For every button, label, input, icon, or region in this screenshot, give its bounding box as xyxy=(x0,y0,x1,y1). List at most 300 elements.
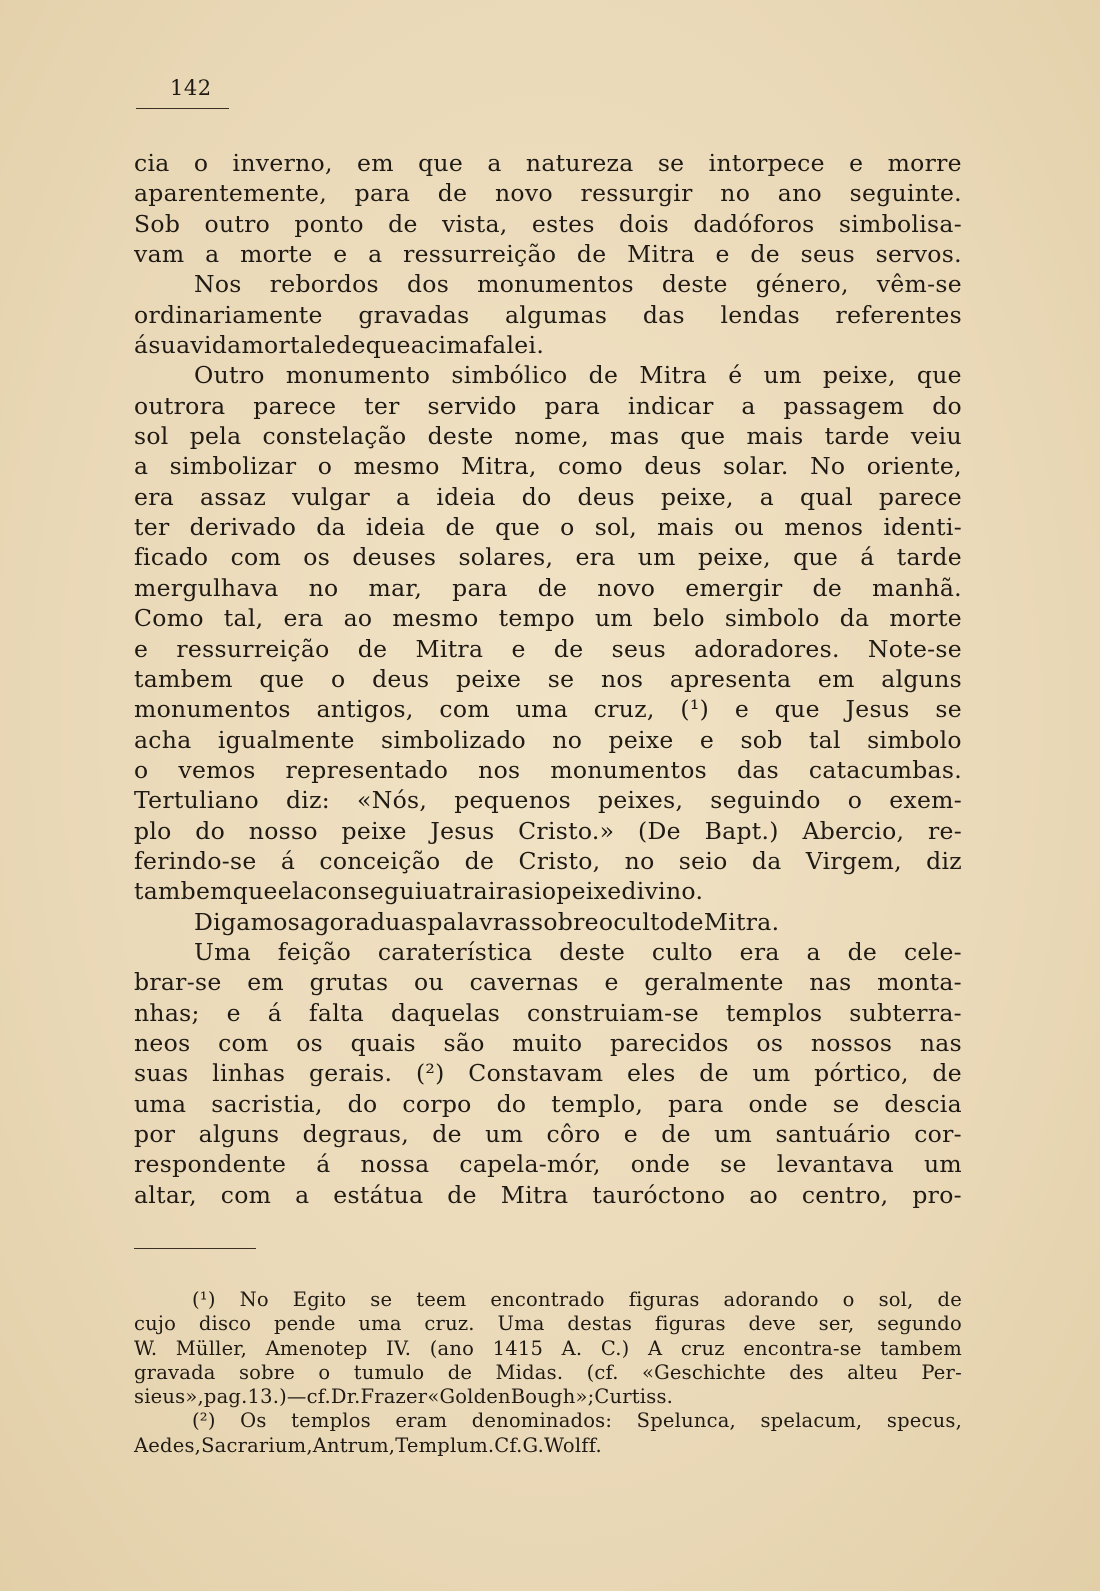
word: com xyxy=(439,695,490,724)
word: de xyxy=(932,1059,962,1088)
word: passagem xyxy=(783,391,905,420)
word: mar, xyxy=(368,573,423,602)
word: que xyxy=(774,695,820,724)
word: era xyxy=(283,604,324,633)
word: no xyxy=(308,573,339,602)
footnote-line xyxy=(134,1409,962,1433)
word: identi- xyxy=(883,513,962,542)
word: figuras xyxy=(654,1312,726,1336)
word: uma xyxy=(134,1089,187,1118)
word: divino. xyxy=(621,877,704,906)
word: sol, xyxy=(878,1288,914,1311)
word: Digamos xyxy=(194,907,301,936)
text-line xyxy=(134,300,962,330)
word: Constavam xyxy=(468,1059,604,1088)
word: para xyxy=(452,573,508,602)
word: simbolizado xyxy=(381,725,526,754)
text-line xyxy=(134,785,962,815)
word: simbolizar xyxy=(169,452,297,481)
text-line xyxy=(134,209,962,239)
word: que xyxy=(916,361,962,390)
word: tambem xyxy=(880,1336,962,1360)
word: e xyxy=(715,240,730,269)
word: e xyxy=(604,968,619,997)
word: o xyxy=(193,149,209,177)
word: nas xyxy=(809,968,852,997)
word: ao xyxy=(343,604,373,633)
word: quais xyxy=(350,1028,416,1057)
word: uma xyxy=(515,695,569,724)
word: peixe xyxy=(341,816,407,845)
word: ter xyxy=(134,513,170,542)
word: pequenos xyxy=(454,786,571,815)
word: parece xyxy=(878,482,962,511)
word: tempo xyxy=(498,604,575,633)
word: peixe, xyxy=(660,482,734,511)
word: A. xyxy=(561,1336,583,1360)
word: G. xyxy=(522,1433,545,1457)
word: teem xyxy=(416,1288,467,1311)
text-line xyxy=(134,148,962,178)
word: ferindo-se xyxy=(134,846,257,875)
word: do xyxy=(195,816,226,845)
word: sob xyxy=(740,725,783,754)
word: pela xyxy=(189,422,242,451)
word: specus, xyxy=(886,1409,962,1433)
word: 13.) xyxy=(247,1385,287,1409)
word: Sob xyxy=(134,209,181,238)
word: gerais. xyxy=(308,1059,393,1088)
word: se xyxy=(720,1150,747,1179)
word: para xyxy=(354,179,411,208)
word: que xyxy=(232,877,278,906)
text-line xyxy=(134,421,962,451)
word: monumentos xyxy=(134,695,291,724)
word: adorando xyxy=(723,1288,819,1311)
word: mergulhava xyxy=(134,573,279,602)
word: cruz, xyxy=(593,695,655,724)
word: o xyxy=(560,513,575,542)
word: manhã. xyxy=(872,573,962,602)
word: se xyxy=(657,149,685,177)
word: morte xyxy=(889,604,962,633)
word: se xyxy=(370,1288,393,1311)
word: da xyxy=(839,604,870,633)
word: um xyxy=(752,1059,791,1088)
word: encontra-se xyxy=(743,1336,862,1360)
word: Per- xyxy=(921,1360,962,1384)
word: parecidos xyxy=(609,1028,729,1057)
word: uma xyxy=(358,1312,402,1336)
word: W. xyxy=(134,1336,158,1360)
word: novo xyxy=(494,179,553,208)
word: do xyxy=(521,482,552,511)
word: deus xyxy=(372,664,430,693)
text-line xyxy=(134,360,962,390)
word: de xyxy=(336,331,366,360)
text-line xyxy=(134,755,962,785)
word: alguns xyxy=(881,664,962,693)
word: peixe, xyxy=(822,361,896,390)
word: de xyxy=(464,846,495,875)
word: se xyxy=(547,664,575,693)
word: onde xyxy=(630,1150,691,1179)
word: ressurreição xyxy=(176,634,330,663)
word: gravada xyxy=(134,1360,216,1384)
word: No xyxy=(810,452,846,481)
word: Spelunca, xyxy=(636,1409,736,1433)
word: mortal xyxy=(241,331,322,360)
word: um xyxy=(714,1120,753,1148)
word: deuses xyxy=(352,543,437,572)
text-line xyxy=(134,816,962,846)
word: A xyxy=(647,1336,663,1360)
word: de xyxy=(553,634,584,663)
word: e xyxy=(734,695,750,724)
word: outro xyxy=(204,209,271,238)
word: no xyxy=(720,179,751,208)
text-line xyxy=(134,451,962,481)
word: templos xyxy=(725,998,823,1027)
word: ideia xyxy=(365,513,426,542)
word: das xyxy=(642,300,685,329)
word: intorpece xyxy=(708,149,825,177)
word: cavernas xyxy=(469,968,579,997)
word: mas xyxy=(610,422,660,451)
word: e xyxy=(333,240,348,269)
word: parece xyxy=(253,391,337,420)
word: assaz xyxy=(200,482,267,511)
word: constelação xyxy=(262,422,407,451)
word: si xyxy=(521,877,542,906)
word: tambem xyxy=(134,877,233,906)
word: peixe xyxy=(556,877,622,906)
word: á xyxy=(280,846,296,875)
word: pag. xyxy=(203,1385,248,1409)
footnote-line xyxy=(134,1312,962,1336)
word: estátua xyxy=(333,1180,424,1209)
body-text xyxy=(134,148,962,1210)
word: seus xyxy=(611,634,666,663)
word: falei. xyxy=(483,331,545,360)
word: nhas; xyxy=(134,998,200,1027)
word: Dr. xyxy=(330,1385,361,1409)
word: degraus, xyxy=(302,1120,409,1148)
word: com xyxy=(218,1028,269,1057)
text-line xyxy=(134,725,962,755)
word: rebordos xyxy=(269,270,379,299)
word: dos xyxy=(406,270,450,299)
word: No xyxy=(239,1288,269,1311)
word: ter xyxy=(364,391,400,420)
word: centro, xyxy=(801,1180,889,1209)
word: antigos, xyxy=(316,695,414,724)
word: um xyxy=(485,1120,524,1148)
word: sieus», xyxy=(134,1385,204,1409)
word: seguindo xyxy=(710,786,821,815)
word: e xyxy=(849,149,864,177)
word: daquelas xyxy=(390,998,501,1027)
word: «Golden xyxy=(427,1385,511,1409)
word: agora xyxy=(300,907,370,936)
word: alguns xyxy=(198,1120,280,1148)
word: que xyxy=(495,513,541,542)
word: Mitra xyxy=(639,361,708,390)
text-line xyxy=(134,1180,962,1210)
word: exem- xyxy=(889,786,962,815)
word: Cf. xyxy=(494,1433,523,1457)
word: dois xyxy=(619,209,670,238)
word: geralmente xyxy=(644,968,784,997)
text-line xyxy=(134,937,962,967)
text-line xyxy=(134,664,962,694)
word: que xyxy=(365,331,411,360)
word: nas xyxy=(919,1028,962,1057)
text-line xyxy=(134,330,962,360)
word: mesmo xyxy=(353,452,440,481)
word: e xyxy=(511,634,526,663)
word: deve xyxy=(748,1312,796,1336)
word: subterra- xyxy=(849,998,962,1027)
word: peixe xyxy=(608,725,674,754)
word: ponto xyxy=(294,209,364,238)
word: eles xyxy=(627,1059,676,1088)
word: do xyxy=(932,391,962,420)
word: monta- xyxy=(877,968,962,997)
word: segundo xyxy=(877,1312,962,1336)
word: Frazer xyxy=(360,1385,428,1409)
word: a xyxy=(741,391,756,420)
footnote-rule xyxy=(134,1248,256,1249)
word: referentes xyxy=(835,300,962,329)
word: santuário xyxy=(775,1120,891,1148)
word: capela-mór, xyxy=(459,1150,601,1179)
word: simbolisa- xyxy=(838,209,962,238)
word: Templum. xyxy=(395,1433,495,1457)
word: levantava xyxy=(776,1150,894,1179)
word: Virgem, xyxy=(805,846,902,875)
text-line xyxy=(134,603,962,633)
word: cujo xyxy=(134,1312,177,1336)
text-line xyxy=(134,482,962,512)
word: Wolff. xyxy=(544,1433,602,1457)
word: nos xyxy=(478,755,521,784)
word: (¹) xyxy=(192,1288,216,1311)
text-line xyxy=(134,907,962,937)
word: vemos xyxy=(178,755,256,784)
word: tambem xyxy=(134,664,233,693)
word: e xyxy=(226,998,241,1027)
word: ela xyxy=(277,877,315,906)
footnote-line xyxy=(134,1288,962,1312)
word: Outro xyxy=(194,361,265,390)
word: de xyxy=(388,209,418,238)
word: templos xyxy=(291,1409,371,1433)
word: de xyxy=(674,907,704,936)
word: de xyxy=(432,1120,462,1148)
word: pórtico, xyxy=(814,1059,909,1088)
word: IV. xyxy=(386,1336,412,1360)
word: Tertuliano xyxy=(134,786,259,815)
word: tauróctono xyxy=(592,1180,726,1209)
word: se xyxy=(832,1089,860,1118)
word: novo xyxy=(597,573,656,602)
word: conseguiu xyxy=(314,877,439,906)
text-line xyxy=(134,876,962,906)
word: a xyxy=(759,482,775,511)
word: aparentemente, xyxy=(134,179,328,208)
word: no xyxy=(552,725,583,754)
word: pro- xyxy=(912,1180,962,1209)
word: deste xyxy=(661,270,728,299)
word: atrair xyxy=(438,877,508,906)
word: construiam-se xyxy=(527,998,699,1027)
word: ano xyxy=(777,179,822,208)
word: ressurgir xyxy=(580,179,693,208)
word: (²) xyxy=(192,1409,216,1433)
word: vêm-se xyxy=(876,270,962,299)
word: nossa xyxy=(360,1150,430,1179)
word: altar, xyxy=(134,1180,197,1209)
word: alteu xyxy=(847,1360,898,1384)
word: do xyxy=(347,1089,378,1118)
word: os xyxy=(756,1028,784,1057)
word: mesmo xyxy=(392,604,479,633)
word: era xyxy=(134,482,175,511)
word: acha xyxy=(134,725,192,754)
word: nos xyxy=(600,664,644,693)
word: simbolo xyxy=(724,604,820,633)
word: peixe xyxy=(456,664,522,693)
word: figuras xyxy=(628,1288,700,1311)
word: spelacum, xyxy=(760,1409,863,1433)
word: de xyxy=(576,240,607,269)
word: o xyxy=(598,907,614,936)
footnote-line xyxy=(134,1361,962,1385)
word: vam xyxy=(134,240,185,269)
word: de xyxy=(661,1120,691,1148)
footnotes xyxy=(134,1288,962,1458)
word: para xyxy=(544,391,601,420)
word: de xyxy=(588,361,619,390)
word: um xyxy=(637,543,676,572)
footnote-line xyxy=(134,1434,962,1458)
word: (¹) xyxy=(680,695,710,724)
word: Cristo.» xyxy=(518,816,615,845)
word: a xyxy=(205,240,220,269)
word: Egito xyxy=(292,1288,347,1311)
text-line xyxy=(134,634,962,664)
word: cruz xyxy=(680,1336,725,1360)
word: natureza xyxy=(525,149,634,177)
text-line xyxy=(134,998,962,1028)
text-line xyxy=(134,1149,962,1179)
word: vida xyxy=(190,331,242,360)
word: cf. xyxy=(306,1385,331,1409)
word: culto xyxy=(651,937,713,966)
word: a xyxy=(134,452,149,481)
word: Aedes, xyxy=(134,1433,202,1457)
word: 1415 xyxy=(492,1336,544,1360)
text-line xyxy=(134,967,962,997)
word: da xyxy=(316,513,346,542)
word: o xyxy=(331,664,346,693)
word: suas xyxy=(134,1059,189,1088)
word: o xyxy=(842,1288,855,1311)
word: que xyxy=(259,664,305,693)
word: diz xyxy=(926,846,962,875)
footnote-line xyxy=(134,1385,962,1409)
word: sol, xyxy=(594,513,638,542)
word: de xyxy=(437,179,468,208)
text-line xyxy=(134,512,962,542)
word: em xyxy=(357,149,394,177)
word: plo xyxy=(134,816,172,845)
word: seio xyxy=(678,846,728,875)
word: respondente xyxy=(134,1150,287,1179)
word: servos. xyxy=(875,240,962,269)
word: simbólico xyxy=(451,361,568,390)
word: indicar xyxy=(627,391,714,420)
text-line xyxy=(134,573,962,603)
word: peixe, xyxy=(697,543,771,572)
word: nossos xyxy=(810,1028,893,1057)
word: ressurreição xyxy=(403,240,557,269)
word: nome, xyxy=(514,422,589,451)
word: re- xyxy=(928,816,962,845)
word: o xyxy=(317,452,333,481)
word: (ano xyxy=(429,1336,475,1360)
word: vista, xyxy=(441,209,508,238)
word: de xyxy=(357,634,388,663)
word: Jesus xyxy=(845,695,910,724)
word: era xyxy=(739,937,780,966)
word: deus xyxy=(577,482,635,511)
word: tal xyxy=(808,725,841,754)
word: Os xyxy=(240,1409,267,1433)
word: derivado xyxy=(189,513,297,542)
word: Bapt.) xyxy=(704,816,779,845)
text-line xyxy=(134,391,962,421)
word: cele- xyxy=(903,937,962,966)
text-line xyxy=(134,1089,962,1119)
word: eram xyxy=(395,1409,448,1433)
word: cruz. xyxy=(424,1312,475,1336)
word: monumentos xyxy=(550,755,708,784)
word: no xyxy=(624,846,655,875)
word: apresenta xyxy=(669,664,792,693)
word: por xyxy=(134,1120,176,1148)
word: sobre xyxy=(238,1360,296,1384)
word: deste xyxy=(427,422,494,451)
word: um xyxy=(594,604,633,633)
word: brar-se xyxy=(134,968,222,997)
text-line xyxy=(134,694,962,724)
word: em xyxy=(817,664,855,693)
word: Curtiss. xyxy=(594,1385,674,1409)
word: Müller, xyxy=(175,1336,248,1360)
word: menos xyxy=(784,513,864,542)
word: de xyxy=(937,1288,962,1311)
word: vulgar xyxy=(292,482,371,511)
word: de xyxy=(447,1180,477,1209)
word: Mitra xyxy=(627,240,695,269)
word: algumas xyxy=(505,300,608,329)
word: côro xyxy=(546,1120,601,1148)
word: Midas. xyxy=(495,1360,564,1384)
word: inverno, xyxy=(232,149,333,177)
word: muito xyxy=(512,1028,583,1057)
